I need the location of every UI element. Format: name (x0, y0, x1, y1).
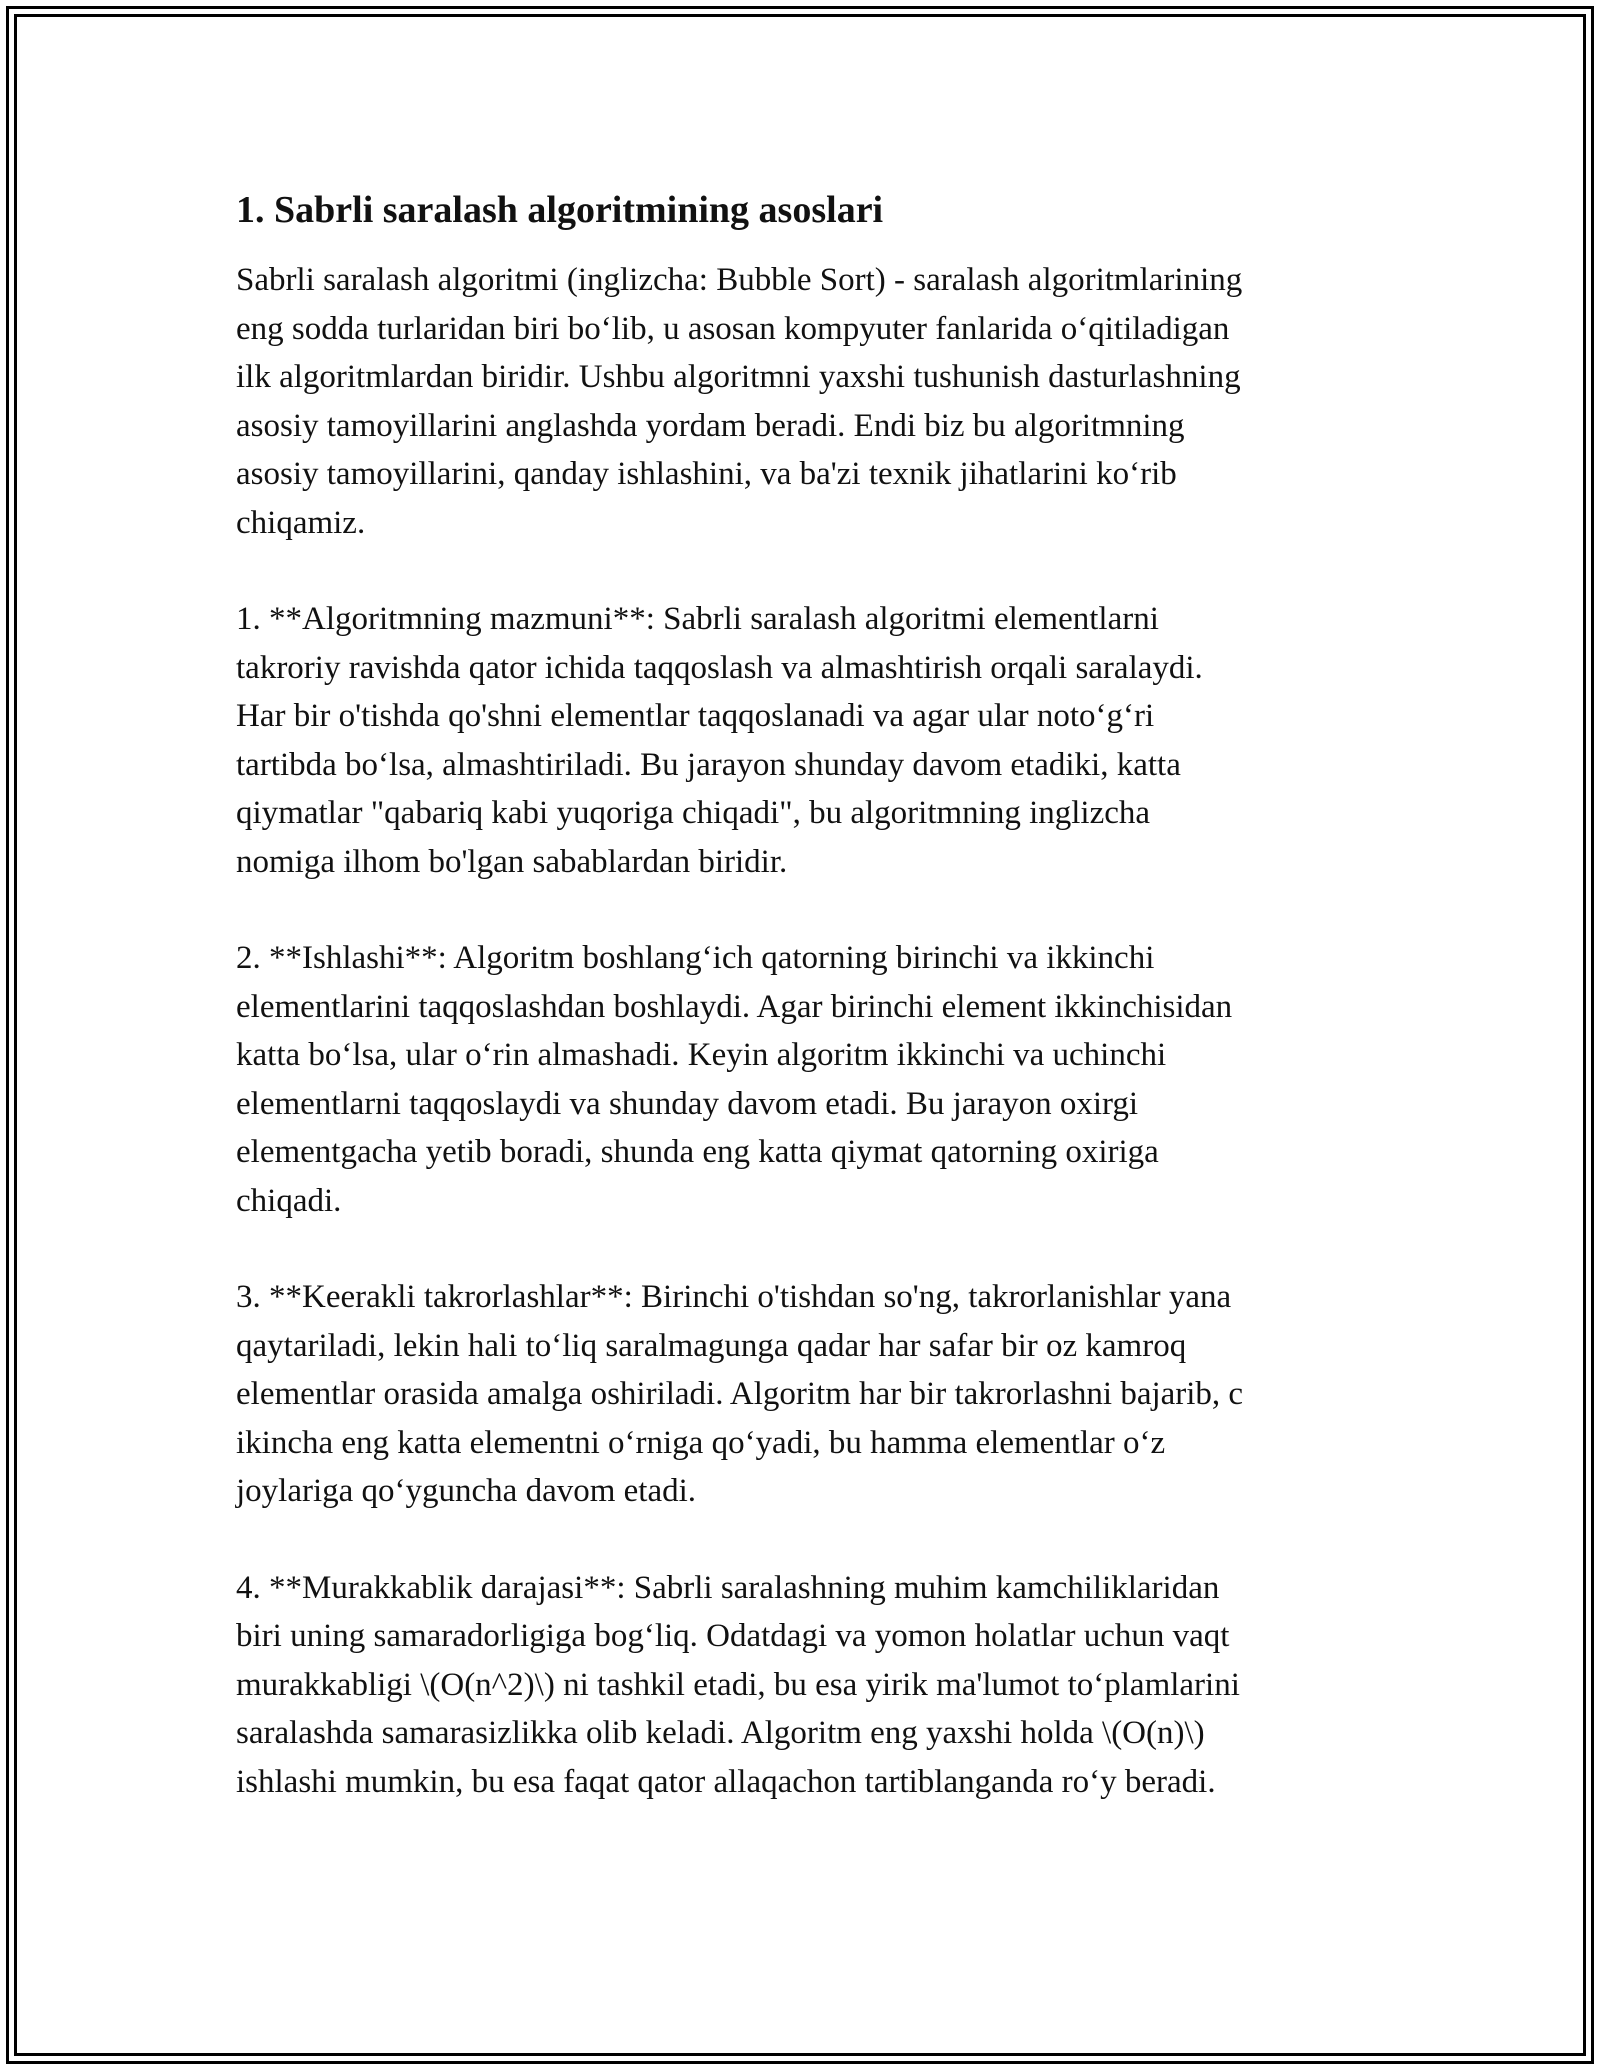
paragraph-line: saralashda samarasizlikka olib keladi. Algoritm eng yaxshi holda \(O(n)\) (236, 1715, 1205, 1751)
paragraph-line: tartibda bo‘lsa, almashtiriladi. Bu jarayon shunday davom etadiki, katta (236, 746, 1181, 783)
paragraph-line: elementlar orasida amalga oshiriladi. Algoritm har bir takrorlashni bajarib, c (236, 1376, 1244, 1412)
paragraph-line: 3. **Keerakli takrorlashlar**: Birinchi o'tishdan so'ng, takrorlanishlar yana (236, 1279, 1232, 1315)
paragraph-line: Sabrli saralash algoritmi (inglizcha: Bubble Sort) - saralash algoritmlarining (236, 262, 1243, 298)
paragraph-line: 1. **Algoritmning mazmuni**: Sabrli saralash algoritmi elementlarni (236, 601, 1159, 637)
paragraph-line: qaytariladi, lekin hali to‘liq saralmagunga qadar har safar bir oz kamroq (236, 1327, 1187, 1364)
paragraph-line: asosiy tamoyillarini anglashda yordam beradi. Endi biz bu algoritmning (236, 407, 1185, 444)
paragraph-line: chiqamiz. (236, 504, 366, 541)
paragraph-line: joylariga qo‘yguncha davom etadi. (236, 1473, 697, 1509)
point-4-paragraph (236, 1564, 1366, 1807)
paragraph-line: ishlashi mumkin, bu esa faqat qator allaqachon tartiblanganda ro‘y beradi. (236, 1763, 1216, 1800)
paragraph-line: asosiy tamoyillarini, qanday ishlashini, va ba'zi texnik jihatlarini ko‘rib (236, 456, 1177, 492)
paragraph-line: 2. **Ishlashi**: Algoritm boshlang‘ich qatorning birinchi va ikkinchi (236, 940, 1155, 976)
paragraph-line: qiymatlar "qabariq kabi yuqoriga chiqadi", bu algoritmning inglizcha (236, 795, 1151, 831)
paragraph-line: 4. **Murakkablik darajasi**: Sabrli saralashning muhim kamchiliklaridan (236, 1569, 1220, 1606)
intro-paragraph (236, 256, 1366, 547)
page-title: 1. Sabrli saralash algoritmining asoslari (236, 189, 884, 231)
paragraph-line: takroriy ravishda qator ichida taqqoslash va almashtirish orqali saralaydi. (236, 649, 1203, 686)
paragraph-line: ilk algoritmlardan biridir. Ushbu algoritmni yaxshi tushunish dasturlashning (236, 359, 1241, 395)
paragraph-line: murakkabligi \(O(n^2)\) ni tashkil etadi, bu esa yirik ma'lumot to‘plamlarini (236, 1666, 1240, 1703)
paragraph-line: eng sodda turlaridan biri bo‘lib, u asosan kompyuter fanlarida o‘qitiladigan (236, 310, 1230, 347)
paragraph-line: Har bir o'tishda qo'shni elementlar taqqoslanadi va agar ular noto‘g‘ri (236, 698, 1155, 734)
point-1-paragraph (236, 595, 1366, 886)
document-body (236, 186, 1366, 1854)
paragraph-line: chiqadi. (236, 1182, 342, 1219)
paragraph-line: katta bo‘lsa, ular o‘rin almashadi. Keyin algoritm ikkinchi va uchinchi (236, 1037, 1167, 1073)
paragraph-line: biri uning samaradorligiga bog‘liq. Odatdagi va yomon holatlar uchun vaqt (236, 1618, 1230, 1654)
paragraph-line: ikincha eng katta elementni o‘rniga qo‘yadi, bu hamma elementlar o‘z (236, 1424, 1166, 1461)
point-3-paragraph (236, 1273, 1366, 1516)
paragraph-line: elementgacha yetib boradi, shunda eng katta qiymat qatorning oxiriga (236, 1134, 1159, 1170)
point-2-paragraph (236, 934, 1366, 1225)
paragraph-line: elementlarini taqqoslashdan boshlaydi. Agar birinchi element ikkinchisidan (236, 988, 1233, 1025)
paragraph-line: elementlarni taqqoslaydi va shunday davom etadi. Bu jarayon oxirgi (236, 1085, 1139, 1122)
paragraph-line: nomiga ilhom bo'lgan sabablardan biridir. (236, 843, 788, 880)
